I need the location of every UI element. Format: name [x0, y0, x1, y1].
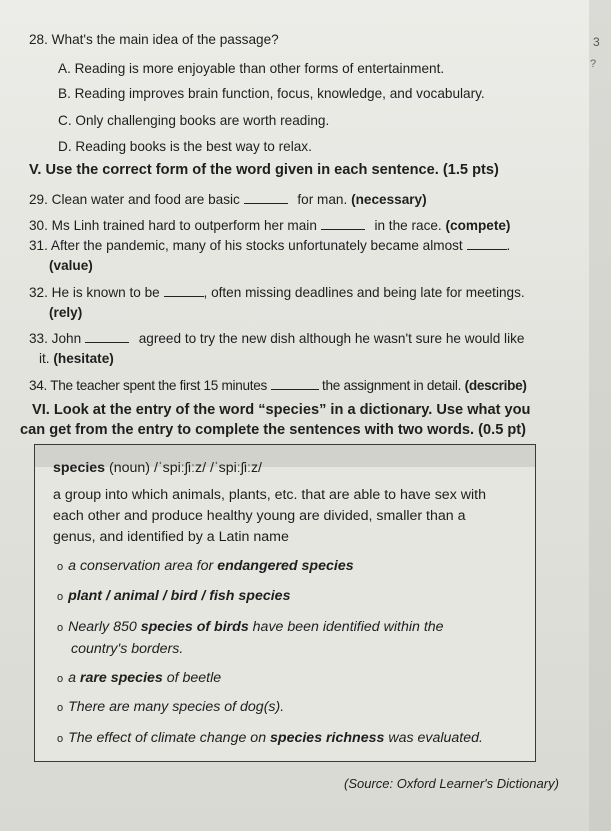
q31 — [29, 238, 510, 254]
q32-text-before: 32. He is known to be — [29, 285, 160, 300]
q29-text-after: for man. — [297, 192, 348, 207]
definition-line: a group into which animals, plants, etc. that are able to have sex with — [53, 487, 486, 503]
source-citation: (Source: Oxford Learner's Dictionary) — [344, 776, 559, 791]
example-3: o Nearly 850 species of birds have been identified within the — [57, 619, 444, 635]
q33-hint: (hesitate) — [53, 351, 114, 366]
q32-hint: (rely) — [49, 305, 83, 320]
margin-mark: 3 — [593, 35, 600, 49]
q28-option-b: B. Reading improves brain function, focus, knowledge, and vocabulary. — [58, 86, 485, 101]
q30-answer-blank[interactable] — [321, 218, 365, 230]
section-vi-heading-line1: VI. Look at the entry of the word “species” in a dictionary. Use what you — [32, 402, 531, 418]
section-v-heading: V. Use the correct form of the word given in each sentence. (1.5 pts) — [29, 162, 499, 178]
q34-text-before: 34. The teacher spent the first 15 minutes — [29, 378, 268, 393]
page-edge-shadow — [589, 0, 611, 831]
q28-question: 28. What's the main idea of the passage? — [29, 32, 279, 47]
example-1: o a conservation area for endangered species — [57, 558, 354, 574]
q33 — [29, 331, 524, 347]
q29-answer-blank[interactable] — [244, 192, 288, 204]
q33-text-after: agreed to try the new dish although he wasn't sure he would like — [138, 331, 525, 346]
q30-text-after: in the race. — [374, 218, 442, 233]
example-5: o There are many species of dog(s). — [57, 699, 285, 715]
q34-hint: (describe) — [464, 378, 527, 393]
definition-line: each other and produce healthy young are divided, smaller than a — [53, 508, 466, 524]
definition-line: genus, and identified by a Latin name — [53, 529, 289, 545]
q28-option-d: D. Reading books is the best way to relax. — [58, 139, 312, 154]
q34-text-after: the assignment in detail. — [322, 378, 462, 393]
q34 — [29, 378, 527, 394]
example-3-continuation: country's borders. — [71, 641, 184, 657]
q29-hint: (necessary) — [351, 192, 427, 207]
q30-hint: (compete) — [445, 218, 511, 233]
example-4: o a rare species of beetle — [57, 670, 222, 686]
dictionary-headword-line — [53, 460, 262, 476]
margin-mark: ? — [590, 58, 597, 70]
q33-text-before: 33. John — [29, 331, 82, 346]
dictionary-pos: (noun) — [109, 460, 151, 476]
q29-text-before: 29. Clean water and food are basic — [29, 192, 240, 207]
q28-option-c: C. Only challenging books are worth reading. — [58, 113, 330, 128]
q30-text-before: 30. Ms Linh trained hard to outperform her main — [29, 218, 317, 233]
section-vi-heading-line2: can get from the entry to complete the sentences with two words. (0.5 pt) — [20, 422, 526, 438]
q31-hint: (value) — [49, 258, 93, 273]
q31-text-before: 31. After the pandemic, many of his stocks unfortunately became almost — [29, 238, 463, 253]
q31-answer-blank[interactable] — [467, 238, 507, 250]
q31-text-after: . — [506, 238, 511, 253]
dictionary-entry-box — [34, 444, 536, 762]
example-6: o The effect of climate change on species richness was evaluated. — [57, 730, 483, 746]
q32 — [29, 285, 525, 301]
q30 — [29, 218, 510, 234]
q32-text-after: , often missing deadlines and being late for meetings. — [203, 285, 525, 300]
dictionary-pronunciation: /ˈspiːʃiːz/ /ˈspiːʃiːz/ — [153, 460, 262, 476]
q28-option-a: A. Reading is more enjoyable than other forms of entertainment. — [58, 61, 445, 76]
q34-answer-blank[interactable] — [271, 378, 319, 390]
q33-answer-blank[interactable] — [85, 331, 129, 343]
dictionary-headword: species — [53, 460, 106, 476]
q32-answer-blank[interactable] — [164, 285, 204, 297]
example-2: o plant / animal / bird / fish species — [57, 588, 291, 604]
q33-continuation: it. (hesitate) — [39, 351, 114, 366]
q29 — [29, 192, 427, 208]
